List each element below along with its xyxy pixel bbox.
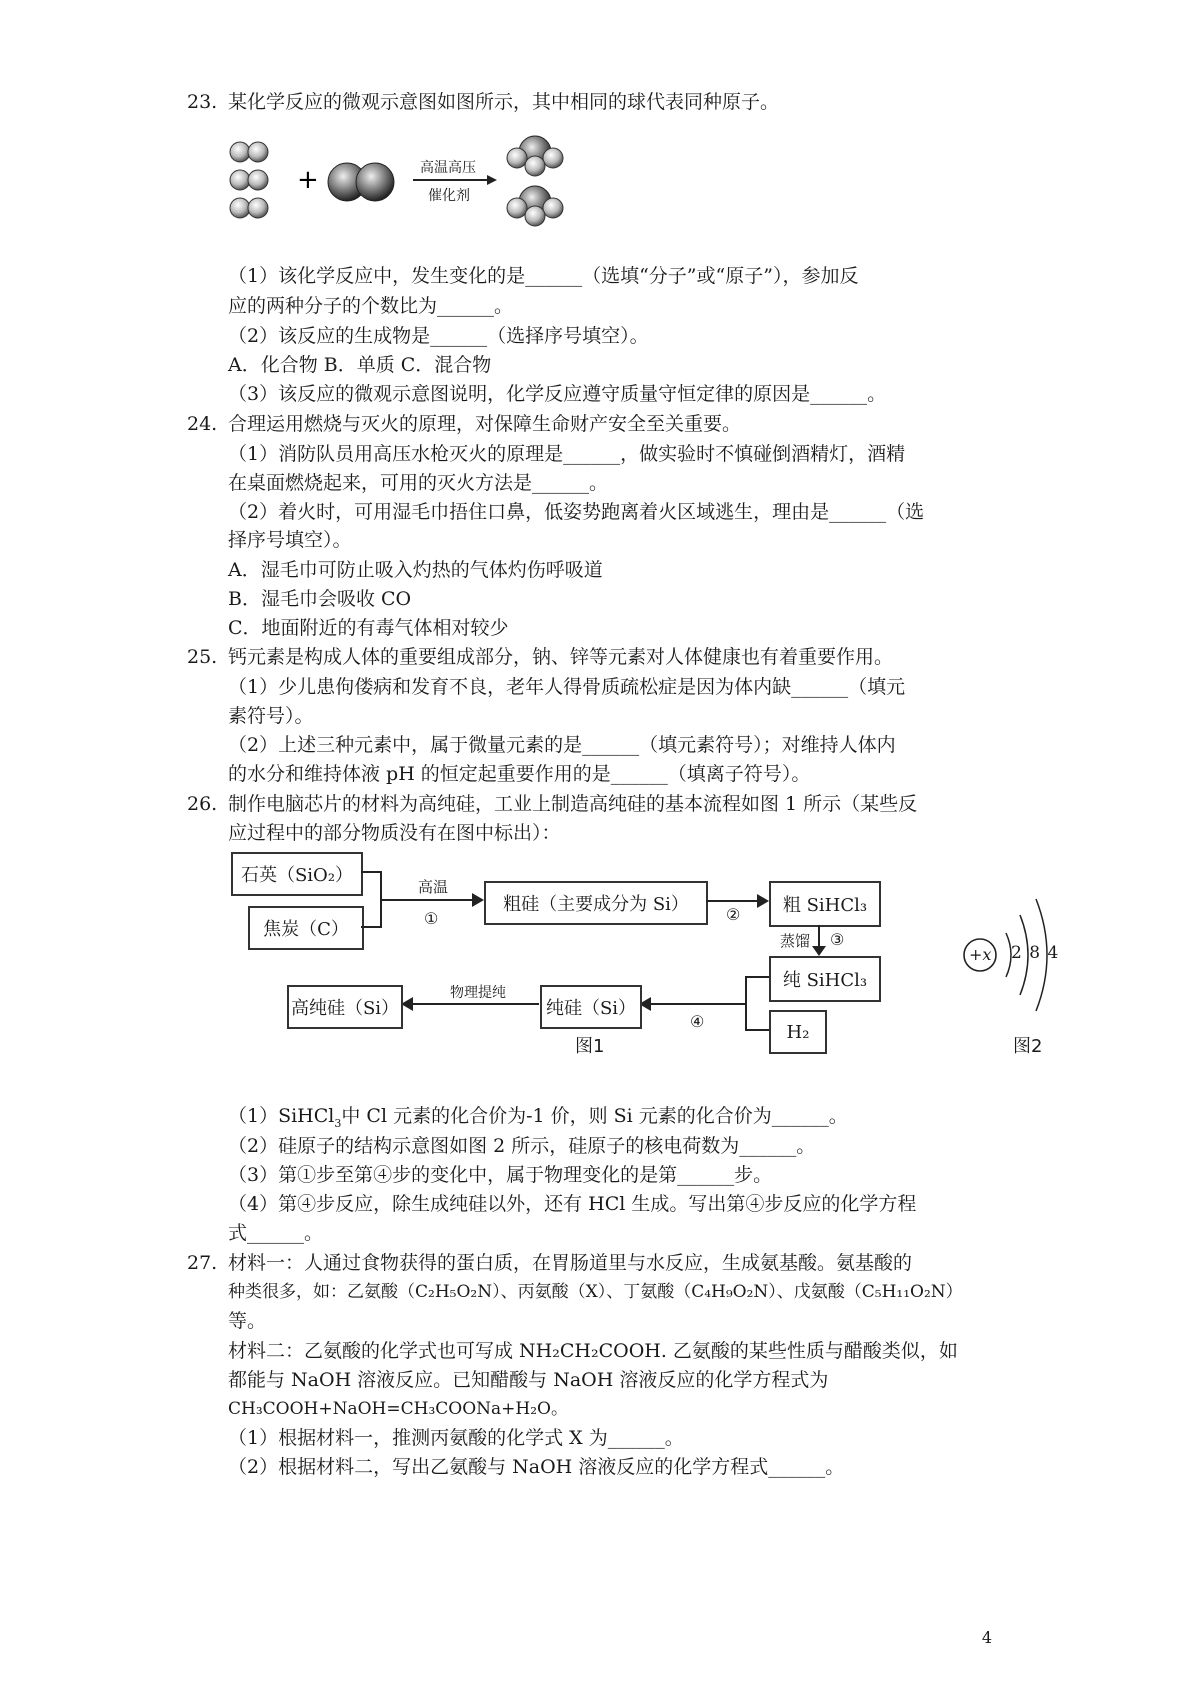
figure-1-caption: 图1 — [575, 1036, 605, 1057]
q24-option-c: C．地面附近的有毒气体相对较少 — [228, 617, 509, 639]
q24-number: 24. — [187, 413, 218, 435]
q23-sub2: （2）该反应的生成物是______（选择序号填空）。 — [228, 325, 649, 347]
q26-stem-line1: 制作电脑芯片的材料为高纯硅，工业上制造高纯硅的基本流程如图 1 所示（某些反 — [228, 793, 918, 815]
box-high-pure-si: 高纯硅（Si） — [287, 985, 403, 1029]
q26-sub1 — [228, 1102, 848, 1130]
q27-material2-line2: 都能与 NaOH 溶液反应。已知醋酸与 NaOH 溶液反应的化学方程式为 — [228, 1369, 829, 1391]
q27-number: 27. — [187, 1252, 218, 1274]
q27-sub2: （2）根据材料二，写出乙氨酸与 NaOH 溶液反应的化学方程式______。 — [228, 1456, 845, 1478]
q24-sub2-line2: 择序号填空）。 — [228, 529, 352, 551]
q23-reaction-diagram — [225, 130, 585, 230]
q26-sub3: （3）第①步至第④步的变化中，属于物理变化的是第______步。 — [228, 1164, 773, 1186]
q27-sub1: （1）根据材料一，推测丙氨酸的化学式 X 为______。 — [228, 1427, 684, 1449]
connector — [746, 976, 769, 978]
electron-shells: 2 8 4 — [1011, 943, 1059, 963]
q27-material1-line1: 材料一：人通过食物获得的蛋白质，在胃肠道里与水反应，生成氨基酸。氨基酸的 — [228, 1252, 913, 1274]
arrow-step2 — [706, 900, 758, 902]
q25-stem: 钙元素是构成人体的重要组成部分，钠、锌等元素对人体健康也有着重要作用。 — [228, 646, 894, 668]
q24-sub1-line2: 在桌面燃烧起来，可用的灭火方法是______。 — [228, 472, 609, 494]
q26-stem-line2: 应过程中的部分物质没有在图中标出）： — [228, 822, 561, 844]
figure-2-caption: 图2 — [1013, 1036, 1043, 1057]
n2-molecule — [328, 163, 394, 201]
q24-sub2-line1: （2）着火时，可用湿毛巾捂住口鼻，低姿势跑离着火区域逃生，理由是______（选 — [228, 501, 925, 523]
connector — [361, 871, 381, 873]
q24-sub1-line1: （1）消防队员用高压水枪灭火的原理是______，做实验时不慎碰倒酒精灯，酒精 — [228, 443, 906, 465]
connector — [361, 926, 381, 928]
q26-sub1-pre: （1）SiHCl — [228, 1105, 335, 1127]
q23-stem: 某化学反应的微观示意图如图所示，其中相同的球代表同种原子。 — [228, 91, 780, 113]
q23-number: 23. — [187, 91, 218, 113]
step-2: ② — [726, 905, 741, 924]
label-physical-purify: 物理提纯 — [450, 985, 506, 1001]
q23-sub3: （3）该反应的微观示意图说明，化学反应遵守质量守恒定律的原因是______。 — [228, 383, 887, 405]
q27-material2-line1: 材料二：乙氨酸的化学式也可写成 NH₂CH₂COOH. 乙氨酸的某些性质与醋酸类似，如 — [228, 1340, 958, 1362]
label-distill: 蒸馏 — [780, 932, 811, 950]
box-coke: 焦炭（C） — [248, 906, 364, 950]
q27-material1-line2: 种类很多，如：乙氨酸（C₂H₅O₂N）、丙氨酸（X）、丁氨酸（C₄H₉O₂N）、戊氨酸（C₅H₁₁O₂N） — [228, 1282, 963, 1302]
label-high-temp: 高温 — [418, 878, 449, 896]
arrow-physical — [412, 1003, 539, 1005]
q26-sub2: （2）硅原子的结构示意图如图 2 所示，硅原子的核电荷数为______。 — [228, 1135, 816, 1157]
q25-number: 25. — [187, 646, 218, 668]
page-number: 4 — [981, 1628, 992, 1647]
q23-sub2-options: A．化合物 B．单质 C．混合物 — [228, 354, 492, 376]
step-4: ④ — [690, 1012, 705, 1031]
q23-arrow-bottom-label: 催化剂 — [428, 188, 470, 204]
h2-molecules — [230, 142, 268, 218]
q26-sub4-line2: 式______。 — [228, 1222, 324, 1244]
box-quartz: 石英（SiO₂） — [231, 852, 363, 896]
q24-stem: 合理运用燃烧与灭火的原理，对保障生命财产安全至关重要。 — [228, 413, 742, 435]
connector — [746, 1029, 769, 1031]
q26-sub1-post: 中 Cl 元素的化合价为-1 价，则 Si 元素的化合价为______。 — [341, 1105, 848, 1127]
q25-sub2-line2: 的水分和维持体液 pH 的恒定起重要作用的是______（填离子符号）。 — [228, 763, 811, 785]
q23-arrow-top-label: 高温高压 — [420, 160, 476, 176]
arrowhead — [757, 894, 769, 908]
box-pure-sihcl3: 纯 SiHCl₃ — [769, 956, 881, 1002]
nh3-molecules — [507, 136, 563, 226]
arrowhead — [812, 946, 826, 956]
q24-option-a: A．湿毛巾可防止吸入灼热的气体灼伤呼吸道 — [228, 559, 603, 581]
q24-option-b: B．湿毛巾会吸收 CO — [228, 588, 412, 610]
q26-number: 26. — [187, 793, 218, 815]
q27-material1-line3: 等。 — [228, 1310, 267, 1332]
arrowhead — [472, 893, 484, 907]
box-crude-sihcl3: 粗 SiHCl₃ — [769, 881, 881, 927]
q25-sub1-line2: 素符号）。 — [228, 705, 314, 727]
step-1: ① — [424, 909, 439, 928]
arrow-step4 — [650, 1003, 746, 1005]
q23-sub1-line2: 应的两种分子的个数比为______。 — [228, 295, 514, 317]
box-h2: H₂ — [769, 1010, 827, 1054]
q25-sub1-line1: （1）少儿患佝偻病和发育不良，老年人得骨质疏松症是因为体内缺______（填元 — [228, 676, 906, 698]
step-3: ③ — [830, 930, 845, 949]
q26-sub1-subscript: 3 — [334, 1116, 342, 1130]
q25-sub2-line1: （2）上述三种元素中，属于微量元素的是______（填元素符号）；对维持人体内 — [228, 734, 896, 756]
nucleus-label: +x — [969, 945, 992, 964]
arrow-step1 — [381, 899, 473, 901]
svg-text:+: + — [297, 165, 319, 195]
q26-sub4-line1: （4）第④步反应，除生成纯硅以外，还有 HCl 生成。写出第④步反应的化学方程 — [228, 1193, 917, 1215]
q27-material2-line3: CH₃COOH+NaOH=CH₃COONa+H₂O。 — [228, 1399, 568, 1419]
q23-sub1-line1: （1）该化学反应中，发生变化的是______（选填“分子”或“原子”），参加反 — [228, 265, 859, 287]
box-pure-si: 纯硅（Si） — [540, 985, 642, 1029]
box-crude-si: 粗硅（主要成分为 Si） — [484, 881, 708, 925]
